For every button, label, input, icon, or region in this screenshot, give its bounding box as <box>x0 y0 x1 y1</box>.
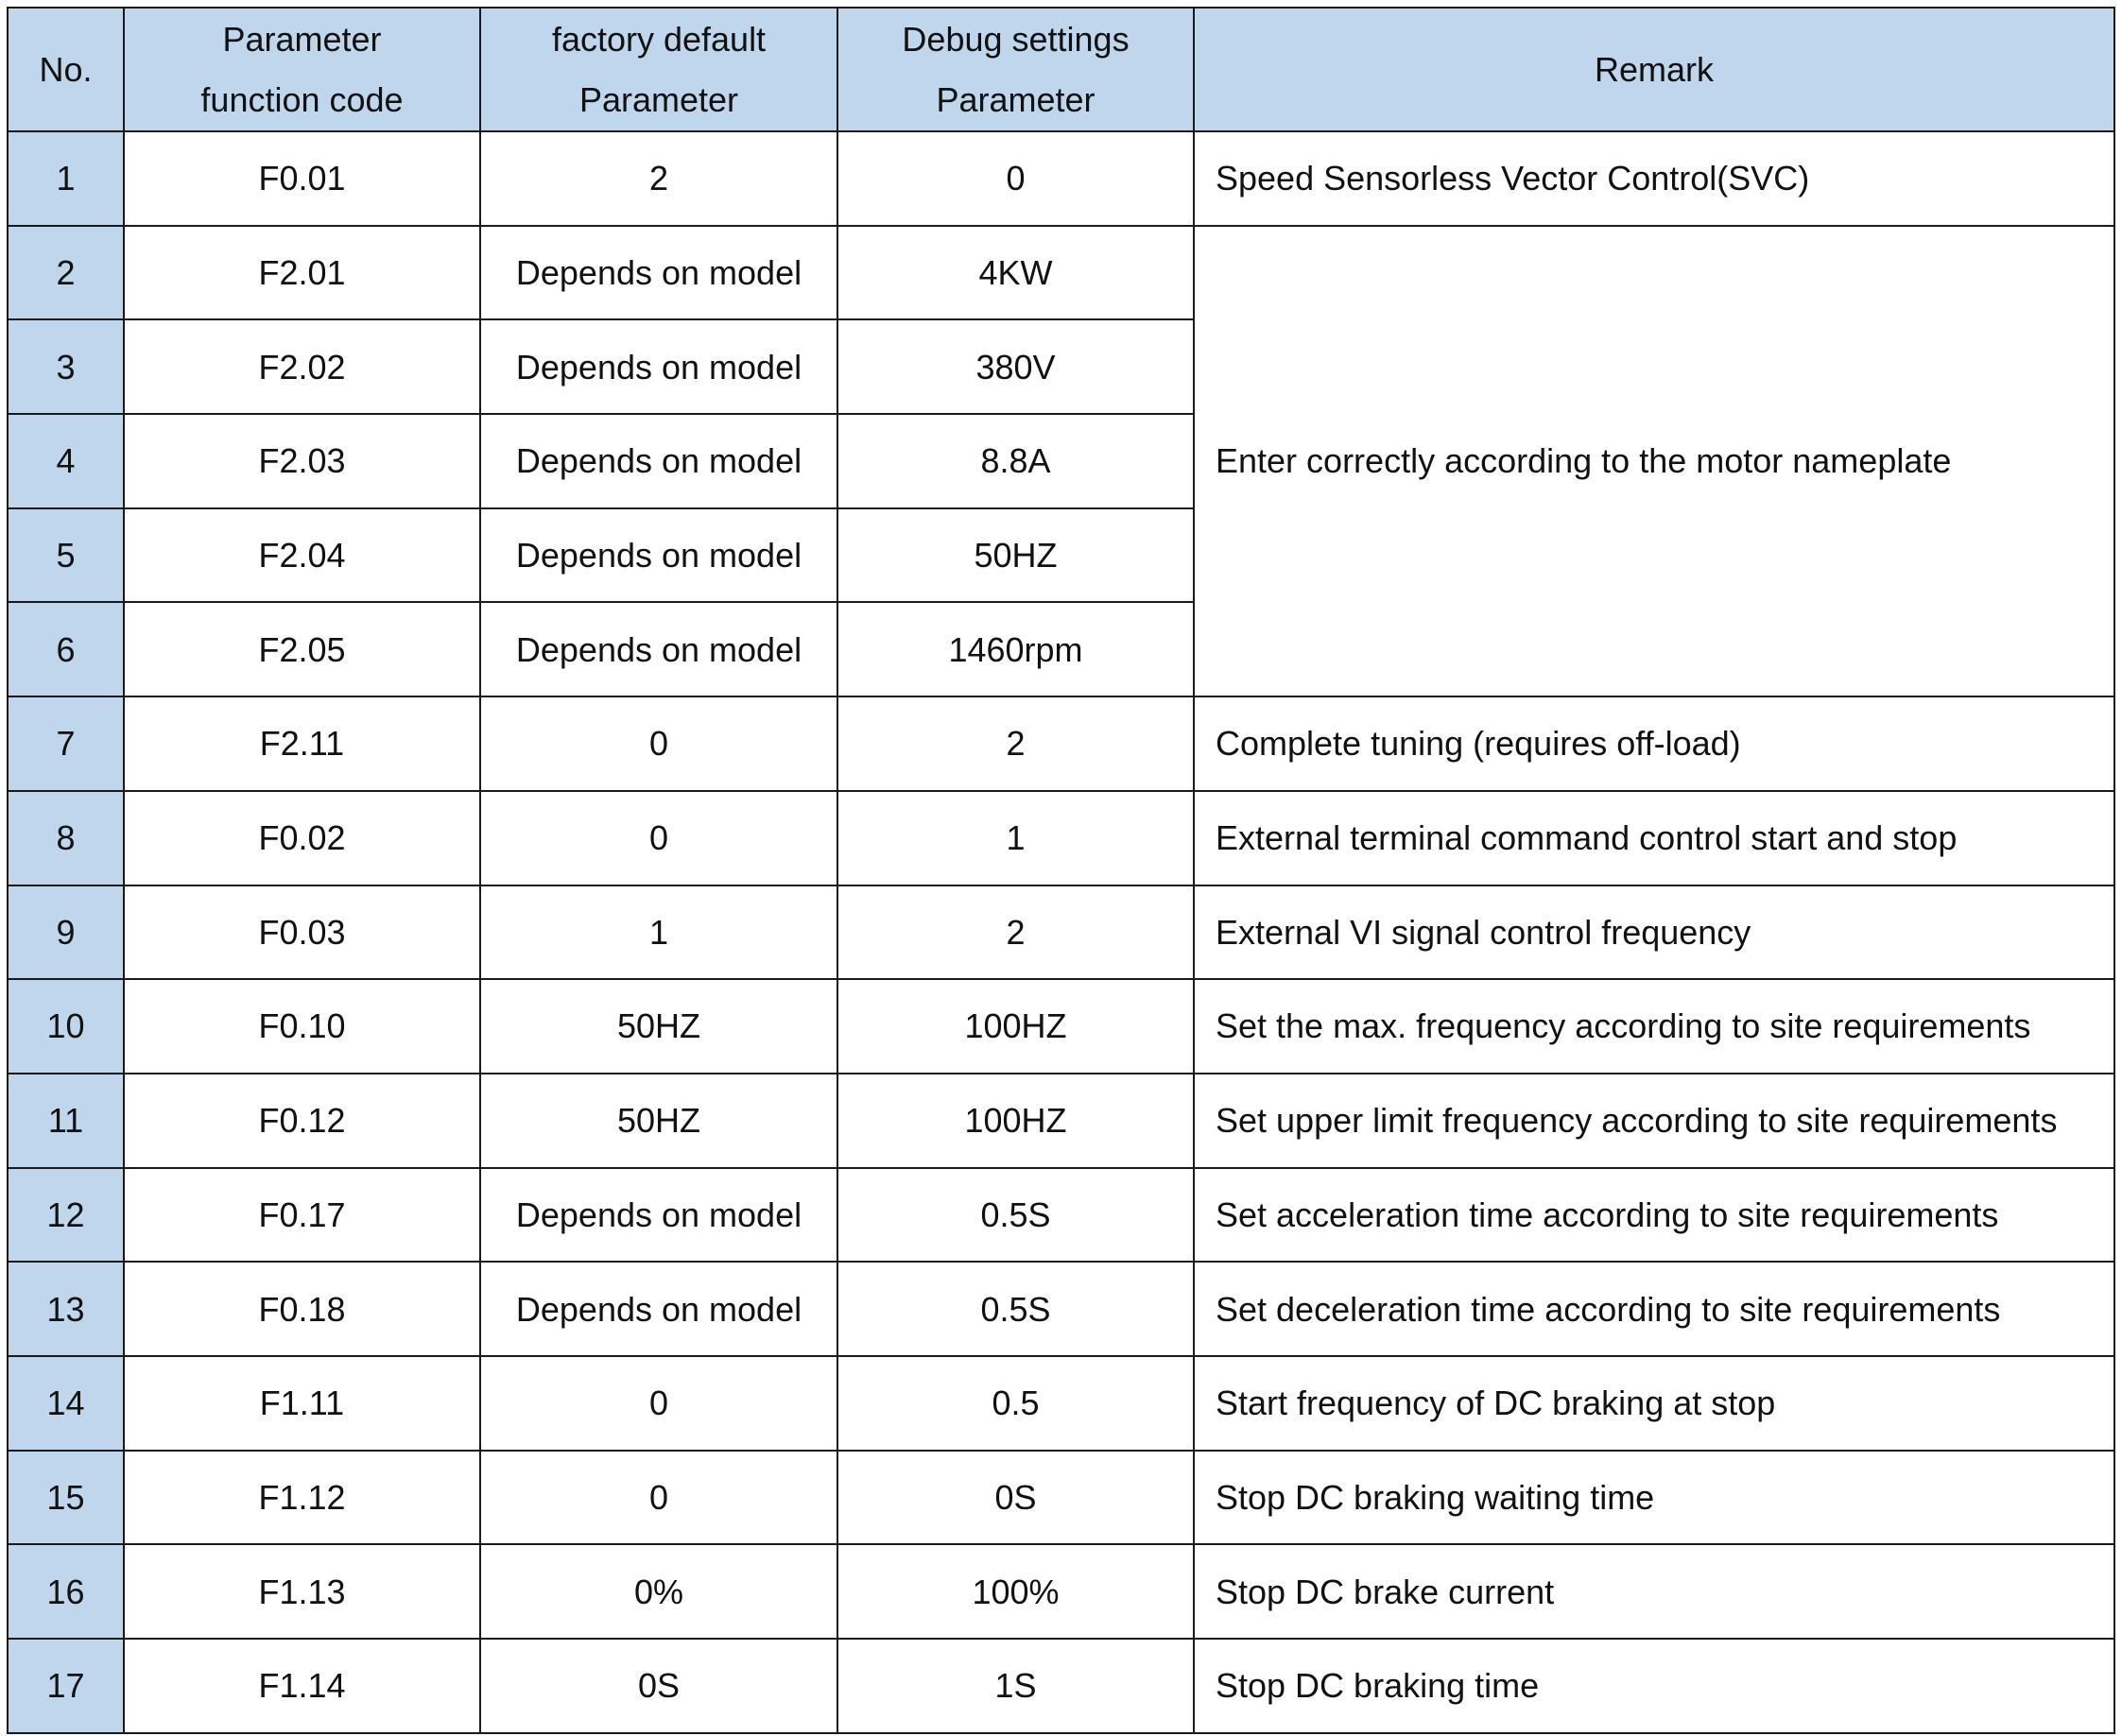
cell-factory-default: 0S <box>480 1639 837 1733</box>
cell-function-code: F0.18 <box>124 1262 480 1356</box>
table-row <box>8 1451 2114 1545</box>
header-factory-default <box>480 8 837 131</box>
cell-factory-default: Depends on model <box>480 602 837 696</box>
table-row <box>8 1168 2114 1263</box>
table-row <box>8 696 2114 791</box>
cell-function-code: F1.12 <box>124 1451 480 1545</box>
cell-remark: External terminal command control start and stop <box>1194 791 2114 885</box>
cell-factory-default: 2 <box>480 131 837 226</box>
cell-debug-setting: 100HZ <box>837 1074 1194 1168</box>
table-row <box>8 979 2114 1074</box>
header-function-code <box>124 8 480 131</box>
cell-function-code: F2.02 <box>124 319 480 414</box>
cell-debug-setting: 2 <box>837 885 1194 980</box>
cell-function-code: F2.01 <box>124 226 480 320</box>
cell-factory-default: 0 <box>480 1451 837 1545</box>
cell-no: 5 <box>8 508 124 603</box>
cell-no: 4 <box>8 414 124 508</box>
cell-debug-setting: 4KW <box>837 226 1194 320</box>
cell-factory-default: 0% <box>480 1544 837 1639</box>
cell-debug-setting: 380V <box>837 319 1194 414</box>
table-row <box>8 1262 2114 1356</box>
cell-debug-setting: 50HZ <box>837 508 1194 603</box>
table-row <box>8 226 2114 320</box>
cell-factory-default: 1 <box>480 885 837 980</box>
cell-debug-setting: 0.5S <box>837 1168 1194 1263</box>
table-row <box>8 885 2114 980</box>
cell-remark: Set acceleration time according to site requirements <box>1194 1168 2114 1263</box>
cell-function-code: F0.02 <box>124 791 480 885</box>
header-remark: Remark <box>1194 8 2114 131</box>
cell-remark: Stop DC braking waiting time <box>1194 1451 2114 1545</box>
cell-factory-default: Depends on model <box>480 226 837 320</box>
cell-no: 17 <box>8 1639 124 1733</box>
cell-no: 16 <box>8 1544 124 1639</box>
header-function-code-line1: Parameter <box>222 19 382 59</box>
cell-remark: Set upper limit frequency according to site requirements <box>1194 1074 2114 1168</box>
cell-remark: Stop DC braking time <box>1194 1639 2114 1733</box>
cell-function-code: F1.11 <box>124 1356 480 1451</box>
table-row <box>8 131 2114 226</box>
cell-debug-setting: 2 <box>837 696 1194 791</box>
cell-debug-setting: 100% <box>837 1544 1194 1639</box>
cell-factory-default: Depends on model <box>480 508 837 603</box>
table-row <box>8 1544 2114 1639</box>
cell-remark: Complete tuning (requires off-load) <box>1194 696 2114 791</box>
cell-debug-setting: 1S <box>837 1639 1194 1733</box>
cell-no: 13 <box>8 1262 124 1356</box>
cell-no: 15 <box>8 1451 124 1545</box>
parameter-table-container <box>7 7 2115 1734</box>
cell-no: 11 <box>8 1074 124 1168</box>
table-row <box>8 1639 2114 1733</box>
cell-remark: Stop DC brake current <box>1194 1544 2114 1639</box>
cell-debug-setting: 8.8A <box>837 414 1194 508</box>
cell-factory-default: 0 <box>480 696 837 791</box>
cell-remark: Start frequency of DC braking at stop <box>1194 1356 2114 1451</box>
cell-remark: Speed Sensorless Vector Control(SVC) <box>1194 131 2114 226</box>
cell-function-code: F2.04 <box>124 508 480 603</box>
header-no: No. <box>8 8 124 131</box>
cell-remark: Set deceleration time according to site requirements <box>1194 1262 2114 1356</box>
cell-no: 1 <box>8 131 124 226</box>
cell-no: 10 <box>8 979 124 1074</box>
cell-remark: External VI signal control frequency <box>1194 885 2114 980</box>
cell-no: 9 <box>8 885 124 980</box>
table-row <box>8 1356 2114 1451</box>
cell-factory-default: 0 <box>480 1356 837 1451</box>
table-row <box>8 791 2114 885</box>
cell-factory-default: 50HZ <box>480 1074 837 1168</box>
header-debug-settings-line2: Parameter <box>936 79 1096 119</box>
header-debug-settings <box>837 8 1194 131</box>
cell-debug-setting: 0 <box>837 131 1194 226</box>
cell-remark: Set the max. frequency according to site requirements <box>1194 979 2114 1074</box>
cell-function-code: F2.05 <box>124 602 480 696</box>
cell-function-code: F2.11 <box>124 696 480 791</box>
cell-debug-setting: 0S <box>837 1451 1194 1545</box>
parameter-table <box>7 7 2115 1734</box>
cell-debug-setting: 1 <box>837 791 1194 885</box>
cell-debug-setting: 0.5S <box>837 1262 1194 1356</box>
cell-factory-default: Depends on model <box>480 1168 837 1263</box>
cell-function-code: F0.01 <box>124 131 480 226</box>
cell-no: 2 <box>8 226 124 320</box>
cell-no: 8 <box>8 791 124 885</box>
cell-function-code: F1.13 <box>124 1544 480 1639</box>
cell-function-code: F0.03 <box>124 885 480 980</box>
header-debug-settings-line1: Debug settings <box>902 19 1130 59</box>
header-factory-default-line2: Parameter <box>578 79 739 119</box>
cell-no: 3 <box>8 319 124 414</box>
cell-no: 14 <box>8 1356 124 1451</box>
table-row <box>8 1074 2114 1168</box>
cell-no: 12 <box>8 1168 124 1263</box>
header-factory-default-line1: factory default <box>551 19 767 59</box>
cell-factory-default: Depends on model <box>480 319 837 414</box>
cell-no: 7 <box>8 696 124 791</box>
cell-function-code: F0.12 <box>124 1074 480 1168</box>
table-header-row <box>8 8 2114 131</box>
cell-debug-setting: 0.5 <box>837 1356 1194 1451</box>
cell-factory-default: Depends on model <box>480 414 837 508</box>
cell-function-code: F1.14 <box>124 1639 480 1733</box>
cell-function-code: F0.10 <box>124 979 480 1074</box>
cell-remark-merged: Enter correctly according to the motor nameplate <box>1194 226 2114 696</box>
cell-function-code: F2.03 <box>124 414 480 508</box>
cell-debug-setting: 1460rpm <box>837 602 1194 696</box>
cell-function-code: F0.17 <box>124 1168 480 1263</box>
cell-factory-default: 50HZ <box>480 979 837 1074</box>
cell-no: 6 <box>8 602 124 696</box>
cell-debug-setting: 100HZ <box>837 979 1194 1074</box>
cell-factory-default: Depends on model <box>480 1262 837 1356</box>
header-function-code-line2: function code <box>200 79 404 119</box>
cell-factory-default: 0 <box>480 791 837 885</box>
